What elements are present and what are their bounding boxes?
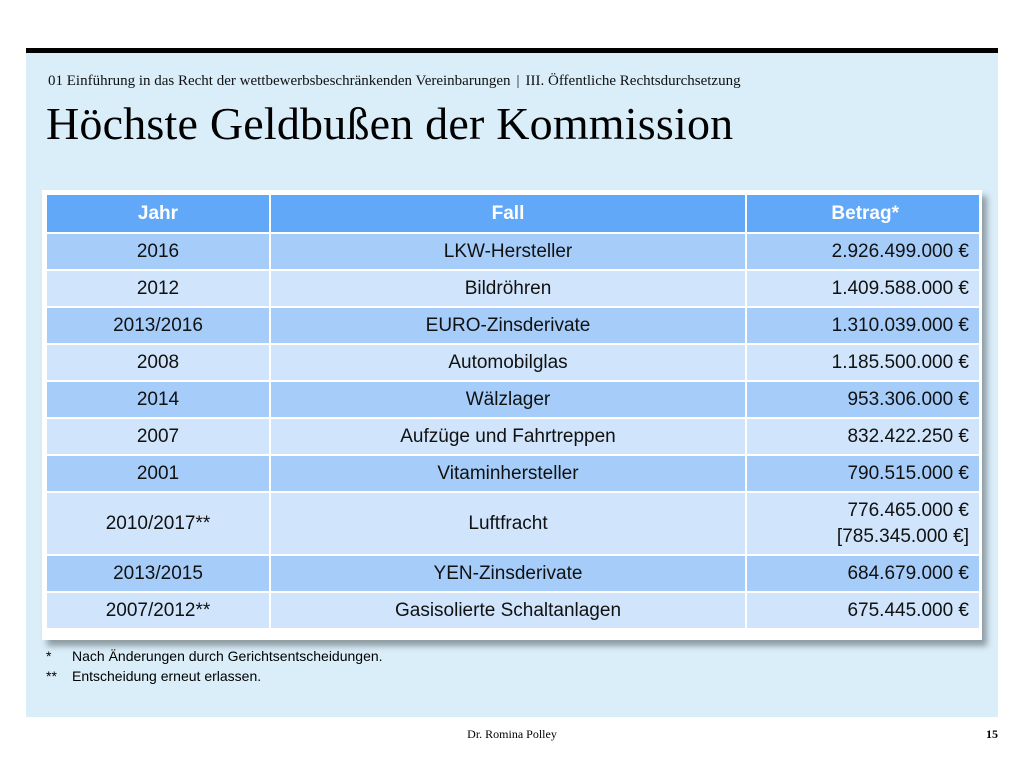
footer-author: Dr. Romina Polley	[467, 727, 557, 741]
table-row	[46, 344, 980, 381]
breadcrumb-subsection: III. Öffentliche Rechtsdurchsetzung	[525, 73, 741, 89]
cell-case: Vitaminhersteller	[270, 455, 746, 492]
cell-case: Wälzlager	[270, 381, 746, 418]
cell-amount: 684.679.000 €	[746, 555, 980, 592]
cell-amount: 2.926.499.000 €	[746, 233, 980, 270]
page-number: 15	[986, 727, 998, 741]
column-header-amount: Betrag*	[746, 194, 980, 233]
cell-case: Automobilglas	[270, 344, 746, 381]
column-header-case: Fall	[270, 194, 746, 233]
footnote	[46, 646, 383, 666]
cell-case: Luftfracht	[270, 492, 746, 555]
cell-amount: 675.445.000 €	[746, 592, 980, 629]
cell-amount: 832.422.250 €	[746, 418, 980, 455]
slide-body	[26, 53, 998, 717]
table-row	[46, 233, 980, 270]
fines-table-container	[42, 190, 982, 640]
cell-amount: 953.306.000 €	[746, 381, 980, 418]
cell-year: 2013/2015	[46, 555, 270, 592]
cell-year: 2016	[46, 233, 270, 270]
table-header-row	[46, 194, 980, 233]
cell-case: Bildröhren	[270, 270, 746, 307]
footnote-mark: **	[46, 668, 57, 684]
cell-year: 2013/2016	[46, 307, 270, 344]
cell-amount: 1.310.039.000 €	[746, 307, 980, 344]
table-row	[46, 455, 980, 492]
table-row	[46, 592, 980, 629]
page-title: Höchste Geldbußen der Kommission	[46, 98, 734, 149]
cell-amount-revised: [785.345.000 €]	[836, 525, 969, 547]
cell-year: 2008	[46, 344, 270, 381]
cell-year: 2007	[46, 418, 270, 455]
cell-amount: 1.409.588.000 €	[746, 270, 980, 307]
table-row	[46, 270, 980, 307]
cell-year: 2012	[46, 270, 270, 307]
footnote-text: Nach Änderungen durch Gerichtsentscheidungen.	[72, 648, 383, 664]
cell-case: Gasisolierte Schaltanlagen	[270, 592, 746, 629]
table-row	[46, 492, 980, 555]
breadcrumb-separator: |	[516, 73, 520, 89]
cell-year: 2010/2017**	[46, 492, 270, 555]
footnote-text: Entscheidung erneut erlassen.	[72, 668, 262, 684]
fines-table	[45, 193, 981, 630]
table-row	[46, 307, 980, 344]
table-row	[46, 381, 980, 418]
cell-year: 2014	[46, 381, 270, 418]
table-row	[46, 418, 980, 455]
footnote-mark: *	[46, 648, 52, 664]
cell-amount: 790.515.000 €	[746, 455, 980, 492]
cell-year: 2001	[46, 455, 270, 492]
footnotes	[46, 646, 383, 686]
column-header-year: Jahr	[46, 194, 270, 233]
breadcrumb	[48, 73, 741, 90]
table-row	[46, 555, 980, 592]
cell-amount-primary: 776.465.000 €	[847, 499, 969, 521]
cell-amount: 1.185.500.000 €	[746, 344, 980, 381]
footnote	[46, 666, 383, 686]
cell-case: Aufzüge und Fahrtreppen	[270, 418, 746, 455]
breadcrumb-section: 01 Einführung in das Recht der wettbewerbsbeschränkenden Vereinbarungen	[48, 73, 511, 89]
cell-case: EURO-Zinsderivate	[270, 307, 746, 344]
cell-amount	[746, 492, 980, 555]
cell-case: LKW-Hersteller	[270, 233, 746, 270]
cell-case: YEN-Zinsderivate	[270, 555, 746, 592]
cell-year: 2007/2012**	[46, 592, 270, 629]
